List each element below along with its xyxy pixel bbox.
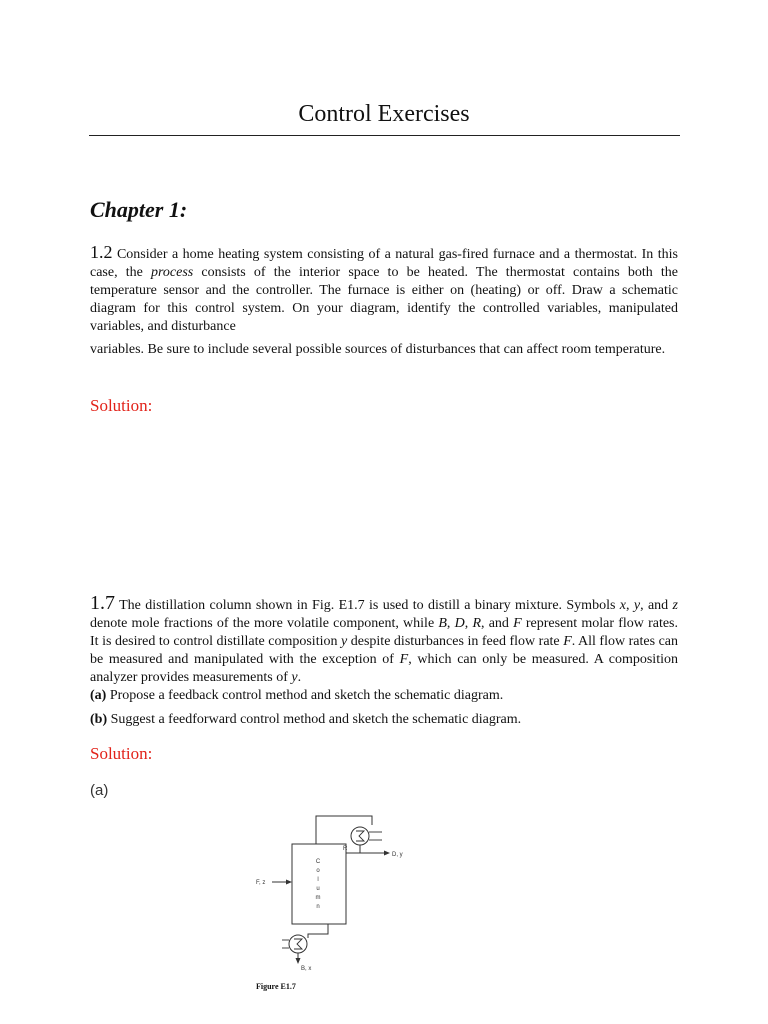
distillation-column-figure [248,810,418,995]
column-body [292,844,346,924]
variable-F: F [513,616,522,631]
reboiler-symbol [294,939,302,949]
variable-B: B [438,616,447,631]
problem-text-segment: represent molar flow rates. It is desired to control distillate composition [90,616,679,649]
reflux-label: R [343,846,348,852]
problem-text-segment: , [464,616,473,631]
variable-x: x [619,598,626,613]
problem-text-segment: , [446,616,455,631]
variable-F: F [399,652,409,667]
reflux-line [346,845,360,853]
distillate-arrow-icon [384,851,390,856]
part-b-sentence: Suggest a feedforward control method and sketch the schematic diagram. [107,712,522,727]
problem-1-2-text [90,243,678,336]
part-b-text [90,711,678,729]
problem-1-2-continuation: variables. Be sure to include several possible sources of disturbances that can affect room temperature. [90,342,666,357]
problem-text-segment: despite disturbances in feed flow rate [347,634,564,649]
reboiler-icon [289,935,307,953]
column-diagram [248,810,418,982]
problem-text-segment: . All flow rates can be measured and manipulated with the exception of [90,634,678,667]
problem-text-segment: consists of the interior space to be heated. The thermostat contains both the temperature sensor and the controller. The furnace is either on (heating) or off. Draw a schematic diagram for this control system. On your diagram, identify the controlled variables, manipulated variables, and disturbance [90,265,678,334]
part-a-text: Propose a feedback control method and sketch the schematic diagram. [106,688,504,703]
feed-arrow-icon [286,880,292,885]
column-letter: o [316,868,320,874]
variable-z: z [672,598,678,613]
solution-label: Solution: [90,744,153,763]
column-letter: l [317,877,319,883]
column-letter: C [315,859,321,865]
stream-labels [256,846,403,972]
chapter-heading: Chapter 1: [90,197,188,222]
part-b-label: (b) [90,712,108,727]
variable-y: y [291,670,298,685]
problem-1-7-text [90,594,678,705]
bottoms-arrow-icon [296,958,301,964]
problem-text-segment: Consider a home heating system consisting of a natural gas-fired furnace and a thermostat. In this case, the [90,247,678,280]
column-label [316,859,321,910]
column-letter: m [315,895,321,901]
reboiler-return-line [308,924,328,938]
problem-text-segment: , and [481,616,514,631]
variable-y: y [341,634,348,649]
problem-text-segment: . [297,670,302,685]
condenser-symbol [356,831,364,841]
variable-D: D [454,616,465,631]
problem-number: 1.7 [90,592,115,614]
variable-R: R [472,616,482,631]
column-letter: u [316,886,320,892]
distillate-label: D, y [392,852,403,858]
column-letter: n [316,904,320,910]
overhead-vapor-line [316,816,372,844]
part-a-label: (a) [90,688,107,703]
problem-text-segment: , which can only be measured. A composition analyzer provides measurements of [90,652,678,685]
variable-F: F [563,634,572,649]
bottoms-label: B, x [301,966,312,972]
solution-label: Solution: [90,396,153,415]
problem-number: 1.2 [90,242,113,262]
title-divider [89,135,680,136]
problem-text-segment: , and [640,598,673,613]
feed-label: F, z [256,880,266,886]
page-title: Control Exercises [298,101,470,127]
emphasis-process: process [151,265,194,280]
problem-text-segment: denote mole fractions of the more volatile component, while [90,616,439,631]
answer-part-label: (a) [90,782,109,799]
condenser-icon [351,827,369,845]
figure-caption: Figure E1.7 [256,982,296,991]
problem-text-segment: The distillation column shown in Fig. E1.7 is used to distill a binary mixture. Symbols [115,598,620,613]
variable-y: y [633,598,641,613]
problem-text-segment: , [626,598,634,613]
